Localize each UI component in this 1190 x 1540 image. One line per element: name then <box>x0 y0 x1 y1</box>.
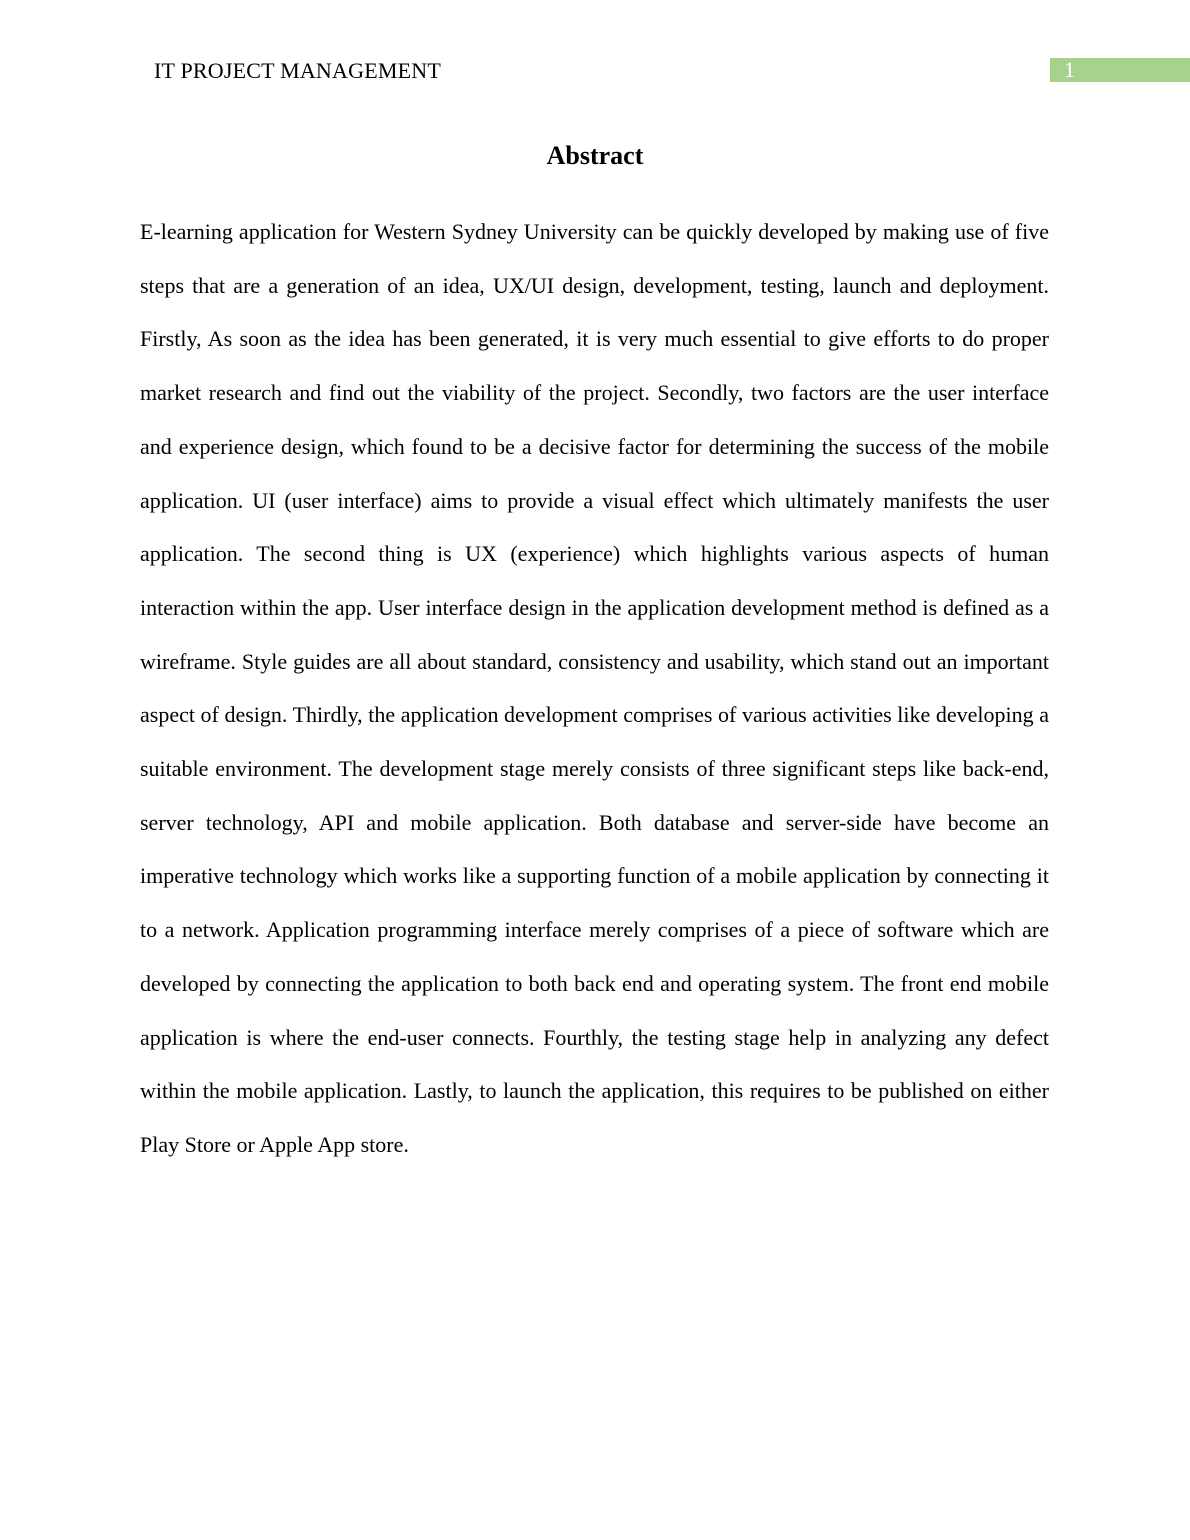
running-head: IT PROJECT MANAGEMENT <box>154 58 441 83</box>
page-number-band <box>1050 58 1190 82</box>
abstract-paragraph: E-learning application for Western Sydney University can be quickly developed by making use of five steps that are a generation of an idea, UX/UI design, development, testing, launch and deployment. Firstly, As soon as the idea has been generated, it is very much essential to give efforts to do proper market research and find out the viability of the project. Secondly, two factors are the user interface and experience design, which found to be a decisive factor for determining the success of the mobile application. UI (user interface) aims to provide a visual effect which ultimately manifests the user application. The second thing is UX (experience) which highlights various aspects of human interaction within the app. User interface design in the application development method is defined as a wireframe. Style guides are all about standard, consistency and usability, which stand out an important aspect of design. Thirdly, the application development comprises of various activities like developing a suitable environment. The development stage merely consists of three significant steps like back-end, server technology, API and mobile application. Both database and server-side have become an imperative technology which works like a supporting function of a mobile application by connecting it to a network. Application programming interface merely comprises of a piece of software which are developed by connecting the application to both back end and operating system. The front end mobile application is where the end-user connects. Fourthly, the testing stage help in analyzing any defect within the mobile application. Lastly, to launch the application, this requires to be published on either Play Store or Apple App store. <box>140 219 1049 1157</box>
page-number: 1 <box>1064 57 1075 82</box>
abstract-title: Abstract <box>546 141 644 170</box>
